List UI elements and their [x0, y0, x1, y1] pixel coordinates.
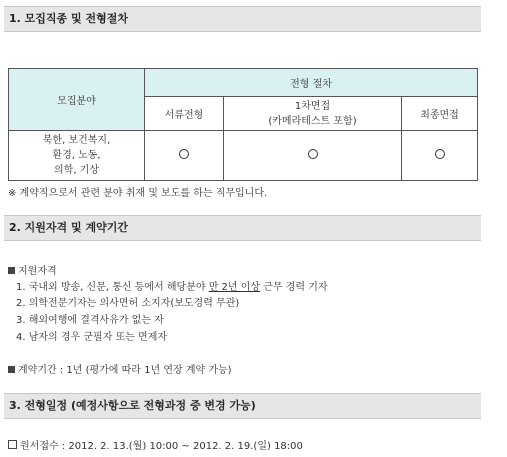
application-period-text: 원서접수 : 2012. 2. 13.(월) 10:00 ~ 2012. 2. 19.(일) 18:00: [20, 441, 303, 452]
section-3-heading: 3. 전형일정 (예정사항으로 전형과정 중 변경 가능): [4, 393, 481, 419]
circle-icon: [179, 149, 189, 159]
qualification-item-3: 3. 해외여행에 결격사유가 없는 자: [16, 315, 164, 326]
first-interview-note: (카메라테스트 포함): [268, 115, 357, 127]
first-interview-label: 1차면접: [294, 100, 331, 112]
header-first-interview: [224, 97, 402, 131]
contract-period-text: 계약기간 : 1년 (평가에 따라 1년 연장 계약 가능): [18, 365, 232, 376]
checkbox-bullet-icon: [8, 440, 17, 449]
item-1-text-end: 근무 경력 기자: [260, 282, 328, 293]
qualification-heading: [8, 262, 57, 277]
contract-period: [8, 361, 232, 376]
final-interview-mark: [402, 131, 478, 181]
qualification-item-1: [16, 278, 328, 293]
field-line: 북한, 보건복지,: [42, 135, 111, 146]
qualification-item-2: 2. 의학전문기자는 의사면허 소지자(보도경력 무관): [16, 298, 240, 309]
square-bullet-icon: [8, 366, 15, 373]
field-line: 의학, 기상: [54, 165, 99, 176]
section-2-heading: 2. 지원자격 및 계약기간: [4, 215, 481, 241]
header-final-interview: 최종면접: [402, 97, 478, 131]
section-1-heading: 1. 모집직종 및 전형절차: [4, 6, 481, 32]
field-cell: [9, 131, 145, 181]
header-process: 전형 절차: [145, 69, 478, 97]
header-document-screening: 서류전형: [145, 97, 224, 131]
qualification-item-4: 4. 남자의 경우 군필자 또는 면제자: [16, 332, 168, 343]
qualification-heading-text: 지원자격: [18, 266, 57, 277]
circle-icon: [435, 149, 445, 159]
item-1-text: 1. 국내외 방송, 신문, 통신 등에서 해당분야: [16, 282, 209, 293]
recruitment-table: [8, 68, 478, 181]
circle-icon: [308, 149, 318, 159]
item-1-underlined: 만 2년 이상: [208, 282, 261, 293]
document-screening-mark: [145, 131, 224, 181]
first-interview-mark: [224, 131, 402, 181]
contract-note: ※ 계약직으로서 관련 분야 취재 및 보도를 하는 직무입니다.: [8, 188, 268, 199]
application-period: [8, 437, 303, 452]
field-line: 환경, 노동,: [52, 150, 101, 161]
square-bullet-icon: [8, 267, 15, 274]
header-field: 모집분야: [9, 69, 145, 131]
